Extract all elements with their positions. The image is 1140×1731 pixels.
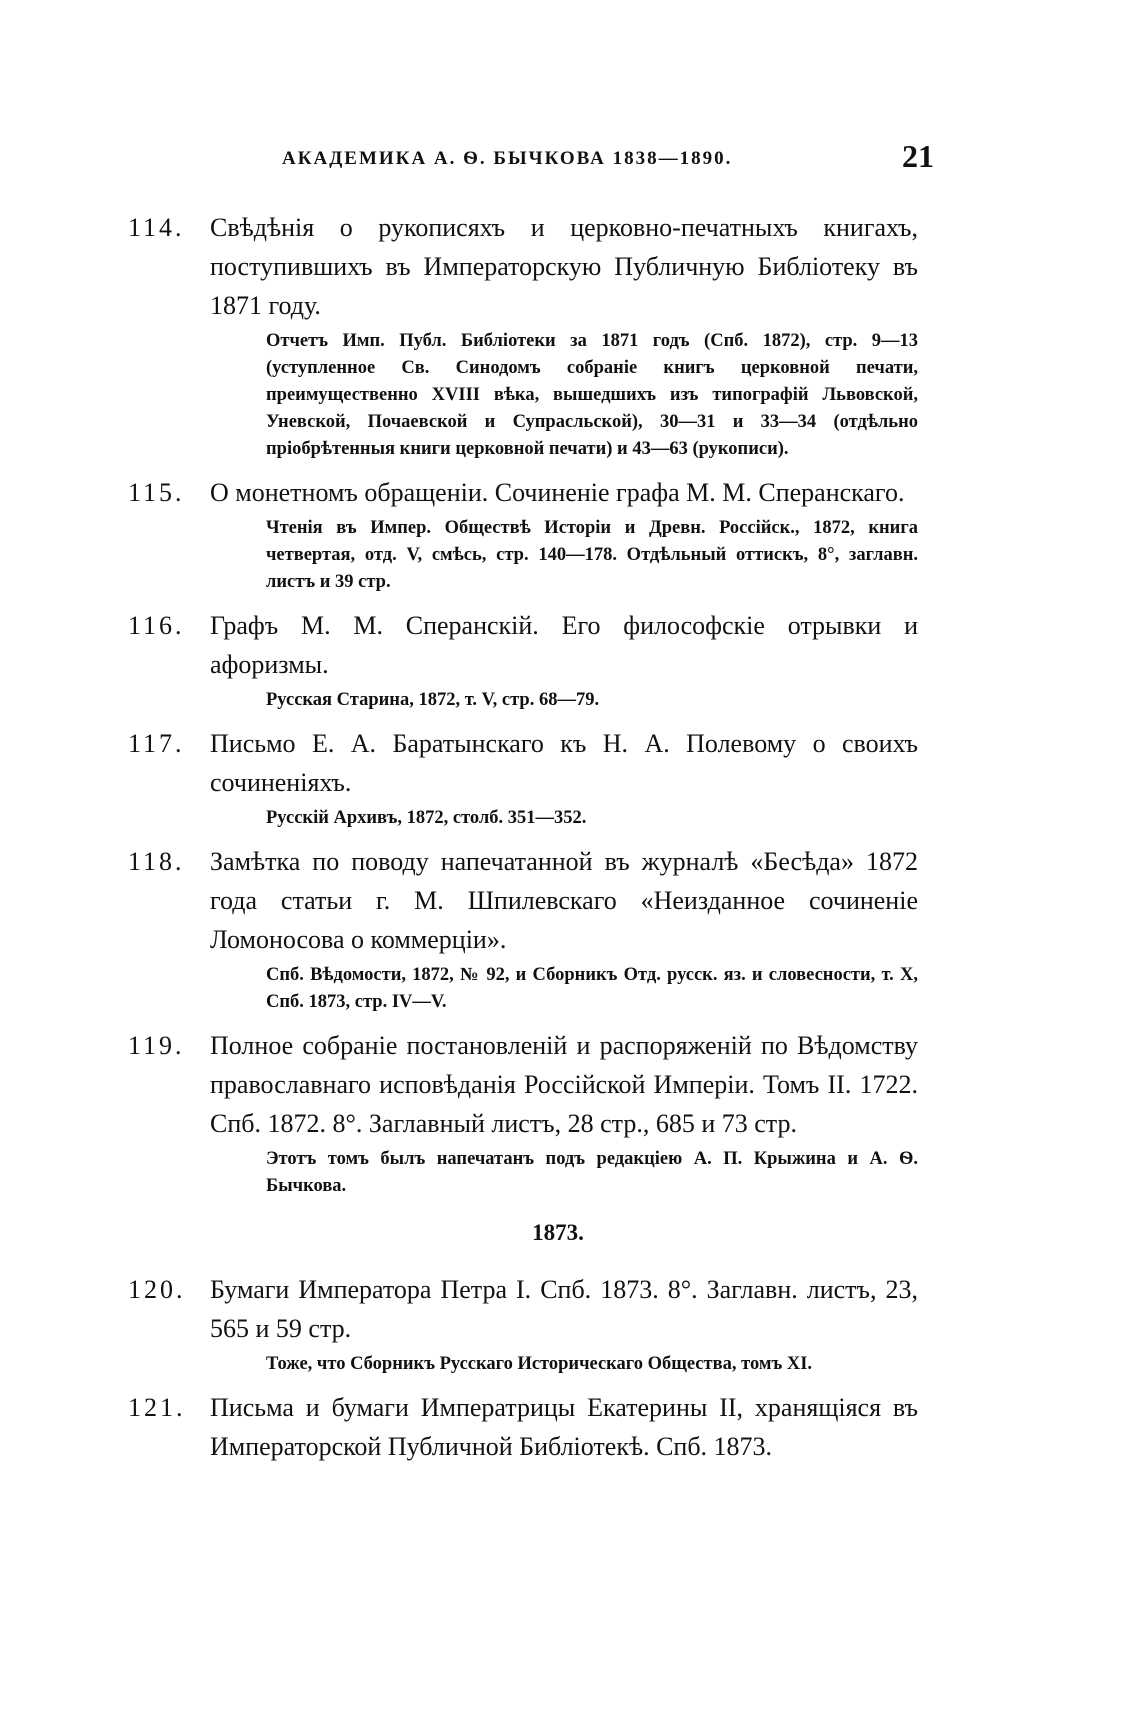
entry-title: О монетномъ обращеніи. Сочиненіе графа М. М. Сперанскаго. xyxy=(210,478,905,507)
entry-number: 120. xyxy=(128,1275,186,1304)
entry-note-text: Русская Старина, 1872, т. V, стр. 68—79. xyxy=(266,690,600,710)
entry-title: Замѣтка по поводу напечатанной въ журналѣ «Бесѣда» 1872 года статьи г. М. Шпилевскаго «Неизданное сочиненіе Ломоносова о коммерціи». xyxy=(210,847,918,954)
entry-note-text: Русскій Архивъ, 1872, столб. 351—352. xyxy=(266,808,587,828)
entry-title: Свѣдѣнія о рукописяхъ и церковно-печатныхъ книгахъ, поступившихъ въ Императорскую Публичную Библіотеку въ 1871 году. xyxy=(210,213,918,320)
entry-number: 116. xyxy=(128,611,185,640)
entry-title: Полное собраніе постановленій и распоряженій по Вѣдомству православнаго исповѣданія Россійской Имперіи. Томъ II. 1722. Спб. 1872. 8°. Заглавный листъ, 28 стр., 685 и 73 стр. xyxy=(210,1031,918,1138)
entry-119 xyxy=(128,1026,918,1200)
entry-number: 114. xyxy=(128,213,185,242)
entry-number: 121. xyxy=(128,1393,186,1422)
entry-120 xyxy=(128,1270,918,1378)
entry-number: 117. xyxy=(128,729,185,758)
page-header xyxy=(210,138,934,180)
entry-note xyxy=(210,962,918,1016)
entry-title: Письмо Е. А. Баратынскаго къ Н. А. Полевому о своихъ сочиненіяхъ. xyxy=(210,729,918,797)
year-heading: 1873. xyxy=(532,1220,584,1245)
entry-note xyxy=(210,1351,918,1378)
entry-title: Письма и бумаги Императрицы Екатерины II, хранящіяся въ Императорской Публичной Библіотекѣ. Спб. 1873. xyxy=(210,1393,918,1461)
bibliography-list xyxy=(128,208,918,1476)
entry-121 xyxy=(128,1388,918,1466)
entry-note-text: Отчетъ Имп. Публ. Библіотеки за 1871 годъ (Спб. 1872), стр. 9—13 (уступленное Св. Синодомъ собраніе книгъ церковной печати, преимущественно XVIII вѣка, вышедшихъ изъ типографій Львовской, Уневской, Почаевской и Супрасльской), 30—31 и 33—34 (отдѣльно пріобрѣтенныя книги церковной печати) и 43—63 (рукописи). xyxy=(266,331,918,459)
entry-note-text: Чтенія въ Импер. Обществѣ Исторіи и Древн. Россійск., 1872, книга четвертая, отд. V, смѣсь, стр. 140—178. Отдѣльный оттискъ, 8°, заглавн. листъ и 39 стр. xyxy=(266,518,918,592)
entry-title: Бумаги Императора Петра I. Спб. 1873. 8°. Заглавн. листъ, 23, 565 и 59 стр. xyxy=(210,1275,918,1343)
entry-note xyxy=(210,328,918,463)
entry-note xyxy=(210,687,918,714)
entry-note-text: Этотъ томъ былъ напечатанъ подъ редакціею А. П. Крыжина и А. Ѳ. Бычкова. xyxy=(266,1149,918,1196)
entry-note xyxy=(210,1146,918,1200)
entry-114 xyxy=(128,208,918,463)
entry-115 xyxy=(128,473,918,596)
entry-note xyxy=(210,805,918,832)
entry-note xyxy=(210,515,918,596)
entry-number: 119. xyxy=(128,1031,185,1060)
entry-118 xyxy=(128,842,918,1016)
entry-116 xyxy=(128,606,918,714)
entry-note-text: Спб. Вѣдомости, 1872, № 92, и Сборникъ Отд. русск. яз. и словесности, т. X, Спб. 1873, стр. IV—V. xyxy=(266,965,918,1012)
entry-note-text: Тоже, что Сборникъ Русскаго Историческаго Общества, томъ XI. xyxy=(266,1354,813,1374)
entry-title: Графъ М. М. Сперанскій. Его философскіе отрывки и афоризмы. xyxy=(210,611,918,679)
entry-number: 118. xyxy=(128,847,185,876)
page-number: 21 xyxy=(902,138,934,174)
running-title: АКАДЕМИКА А. Ѳ. БЫЧКОВА 1838—1890. xyxy=(282,148,733,169)
entry-117 xyxy=(128,724,918,832)
entry-number: 115. xyxy=(128,478,185,507)
